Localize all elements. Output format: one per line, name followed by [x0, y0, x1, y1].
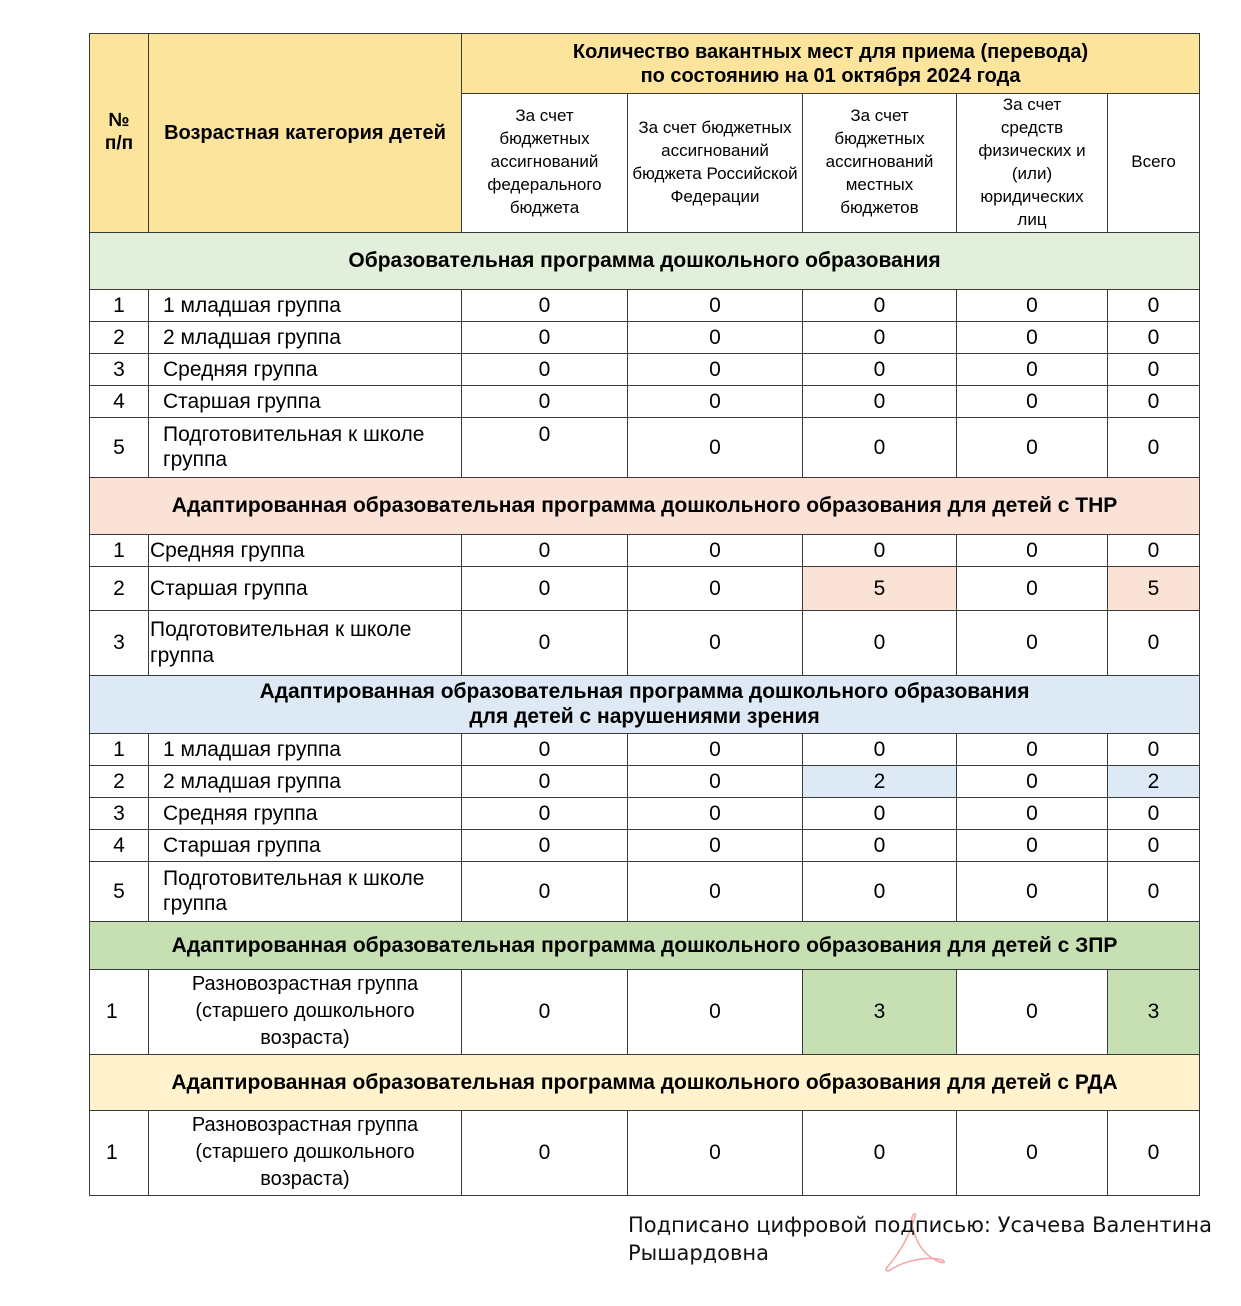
- cell-value: 0: [628, 829, 803, 861]
- subheader-federal: [462, 94, 628, 233]
- row-num: 4: [90, 829, 149, 861]
- row-name: Средняя группа: [149, 797, 462, 829]
- row-num: 1: [90, 534, 149, 566]
- table-row: [90, 797, 1200, 829]
- cell-value: 0: [957, 566, 1108, 610]
- row-num: 1: [90, 733, 149, 765]
- section-title-row: [90, 232, 1200, 289]
- cell-value: 0: [803, 797, 957, 829]
- row-name-text: Разновозрастная группа (старшего дошкольного возраста): [191, 1114, 419, 1191]
- section-title-row: [90, 477, 1200, 534]
- section-title-text: Адаптированная образовательная программа дошкольного образования для детей с ЗПР: [171, 933, 1118, 957]
- row-name: Средняя группа: [149, 353, 462, 385]
- cell-value: 0: [628, 610, 803, 675]
- section-title-line2: для детей с нарушениями зрения: [469, 705, 820, 729]
- section-title-text: Адаптированная образовательная программа дошкольного образования для детей с ТНР: [171, 494, 1118, 518]
- cell-value: 0: [803, 861, 957, 921]
- cell-total-highlighted: 5: [1108, 566, 1200, 610]
- subheader-total-text: Всего: [1131, 152, 1176, 172]
- table-row: [90, 417, 1200, 477]
- table-row: [90, 385, 1200, 417]
- cell-total: 0: [1108, 797, 1200, 829]
- cell-value: 0: [462, 385, 628, 417]
- row-num: 2: [90, 765, 149, 797]
- cell-total: 0: [1108, 610, 1200, 675]
- table-row: [90, 765, 1200, 797]
- cell-value: 0: [957, 969, 1108, 1054]
- subheader-private: [957, 94, 1108, 233]
- table-row: [90, 969, 1200, 1054]
- cell-value: 0: [803, 1110, 957, 1195]
- cell-value: 0: [462, 289, 628, 321]
- section-title-text: Образовательная программа дошкольного образования: [348, 249, 941, 273]
- cell-value-highlighted: 3: [803, 969, 957, 1054]
- subheader-local: [803, 94, 957, 233]
- signature-line2: Рышардовна: [628, 1241, 770, 1265]
- section-title: [90, 1054, 1200, 1110]
- header-vacancies-line1: Количество вакантных мест для приема (перевода): [572, 40, 1089, 63]
- cell-total-highlighted: 2: [1108, 765, 1200, 797]
- cell-value: 0: [803, 417, 957, 477]
- cell-value: 0: [957, 829, 1108, 861]
- row-name: Подготовительная к школе группа: [149, 417, 462, 477]
- cell-value: 0: [462, 765, 628, 797]
- table-row: [90, 610, 1200, 675]
- row-name: Старшая группа: [149, 566, 462, 610]
- cell-value: 0: [803, 534, 957, 566]
- section-title-row: [90, 1054, 1200, 1110]
- row-name: 1 младшая группа: [149, 289, 462, 321]
- cell-value: 0: [628, 321, 803, 353]
- cell-value: 0: [628, 385, 803, 417]
- table-row: [90, 289, 1200, 321]
- row-name: Старшая группа: [149, 829, 462, 861]
- section-title: [90, 232, 1200, 289]
- cell-value: 0: [803, 829, 957, 861]
- section-title: [90, 675, 1200, 733]
- cell-value: 0: [957, 733, 1108, 765]
- cell-value: 0: [462, 321, 628, 353]
- cell-value: 0: [628, 797, 803, 829]
- cell-value: 0: [803, 385, 957, 417]
- cell-value: 0: [462, 1110, 628, 1195]
- cell-value: 0: [462, 566, 628, 610]
- cell-value: 0: [628, 1110, 803, 1195]
- cell-value: 0: [957, 534, 1108, 566]
- subheader-local-text: За счет бюджетных ассигнований местных бюджетов: [825, 106, 934, 218]
- cell-value: 0: [462, 829, 628, 861]
- subheader-rf: [628, 94, 803, 233]
- cell-value: 0: [462, 417, 628, 477]
- cell-value: 0: [628, 969, 803, 1054]
- row-num: 3: [90, 797, 149, 829]
- cell-value: 0: [957, 417, 1108, 477]
- row-num: 4: [90, 385, 149, 417]
- cell-value: 0: [462, 797, 628, 829]
- section-title-text: Адаптированная образовательная программа дошкольного образования для детей с РДА: [171, 1070, 1118, 1094]
- row-num: 3: [90, 610, 149, 675]
- cell-value: 0: [957, 1110, 1108, 1195]
- cell-total: 0: [1108, 385, 1200, 417]
- vacancies-table: [89, 33, 1200, 1196]
- header-age: [149, 34, 462, 233]
- subheader-total: [1108, 94, 1200, 233]
- cell-value: 0: [462, 733, 628, 765]
- digital-signature: [628, 1211, 1212, 1267]
- cell-value: 0: [803, 733, 957, 765]
- cell-value: 0: [628, 534, 803, 566]
- cell-value: 0: [957, 610, 1108, 675]
- section-title-row: [90, 675, 1200, 733]
- cell-value: 0: [803, 353, 957, 385]
- header-num: [90, 34, 149, 233]
- cell-value: 0: [628, 353, 803, 385]
- header-num-text: № п/п: [104, 110, 134, 154]
- subheader-rf-text: За счет бюджетных ассигнований бюджета Российской Федерации: [632, 117, 798, 206]
- table-row: [90, 566, 1200, 610]
- cell-value-highlighted: 2: [803, 765, 957, 797]
- cell-total: 0: [1108, 1110, 1200, 1195]
- row-name: Подготовительная к школе группа: [149, 610, 462, 675]
- row-name: 1 младшая группа: [149, 733, 462, 765]
- row-name: 2 младшая группа: [149, 321, 462, 353]
- row-num: 2: [90, 321, 149, 353]
- cell-value: 0: [628, 289, 803, 321]
- row-name: [149, 1110, 462, 1195]
- table-row: [90, 321, 1200, 353]
- row-name-text: Разновозрастная группа (старшего дошкольного возраста): [191, 973, 419, 1050]
- cell-value: 0: [957, 797, 1108, 829]
- cell-value: 0: [803, 321, 957, 353]
- cell-value: 0: [628, 733, 803, 765]
- cell-total: 0: [1108, 829, 1200, 861]
- table-row: [90, 353, 1200, 385]
- section-title-line1: Адаптированная образовательная программа дошкольного образования: [259, 679, 1030, 703]
- cell-value: 0: [628, 861, 803, 921]
- cell-value: 0: [957, 765, 1108, 797]
- cell-total: 0: [1108, 733, 1200, 765]
- row-num: 5: [90, 417, 149, 477]
- subheader-federal-text: За счет бюджетных ассигнований федерального бюджета: [487, 106, 602, 218]
- row-num: 3: [90, 353, 149, 385]
- table-row: [90, 829, 1200, 861]
- row-num: 2: [90, 566, 149, 610]
- row-name: Старшая группа: [149, 385, 462, 417]
- cell-value: 0: [957, 385, 1108, 417]
- section-title: [90, 477, 1200, 534]
- cell-value: 0: [628, 417, 803, 477]
- cell-total: 0: [1108, 321, 1200, 353]
- cell-value: 0: [462, 861, 628, 921]
- row-name: [149, 969, 462, 1054]
- row-num: 1: [90, 969, 149, 1054]
- cell-value: 0: [957, 321, 1108, 353]
- cell-value: 0: [628, 566, 803, 610]
- row-num: 1: [90, 289, 149, 321]
- cell-value: 0: [462, 610, 628, 675]
- cell-total: 0: [1108, 534, 1200, 566]
- table-row: [90, 534, 1200, 566]
- cell-total: 0: [1108, 417, 1200, 477]
- cell-value: 0: [462, 969, 628, 1054]
- row-name: Подготовительная к школе группа: [149, 861, 462, 921]
- table-row: [90, 861, 1200, 921]
- section-title-row: [90, 921, 1200, 969]
- cell-value: 0: [957, 861, 1108, 921]
- cell-total: 0: [1108, 861, 1200, 921]
- row-num: 1: [90, 1110, 149, 1195]
- subheader-private-text: За счет средств физических и (или) юридических лиц: [978, 95, 1086, 229]
- cell-total-highlighted: 3: [1108, 969, 1200, 1054]
- cell-value: 0: [462, 353, 628, 385]
- cell-value: 0: [462, 534, 628, 566]
- header-age-text: Возрастная категория детей: [164, 121, 446, 144]
- table-row: [90, 1110, 1200, 1195]
- cell-value: 0: [957, 353, 1108, 385]
- row-name: 2 младшая группа: [149, 765, 462, 797]
- cell-value: 0: [957, 289, 1108, 321]
- cell-value: 0: [803, 289, 957, 321]
- cell-value: 0: [628, 765, 803, 797]
- cell-value-highlighted: 5: [803, 566, 957, 610]
- cell-total: 0: [1108, 353, 1200, 385]
- signature-line1: Подписано цифровой подписью: Усачева Валентина: [628, 1213, 1212, 1237]
- table-row: [90, 733, 1200, 765]
- header-vacancies: [462, 34, 1200, 94]
- row-name: Средняя группа: [149, 534, 462, 566]
- row-num: 5: [90, 861, 149, 921]
- section-title: [90, 921, 1200, 969]
- cell-total: 0: [1108, 289, 1200, 321]
- cell-value: 0: [803, 610, 957, 675]
- header-vacancies-line2: по состоянию на 01 октября 2024 года: [640, 64, 1021, 87]
